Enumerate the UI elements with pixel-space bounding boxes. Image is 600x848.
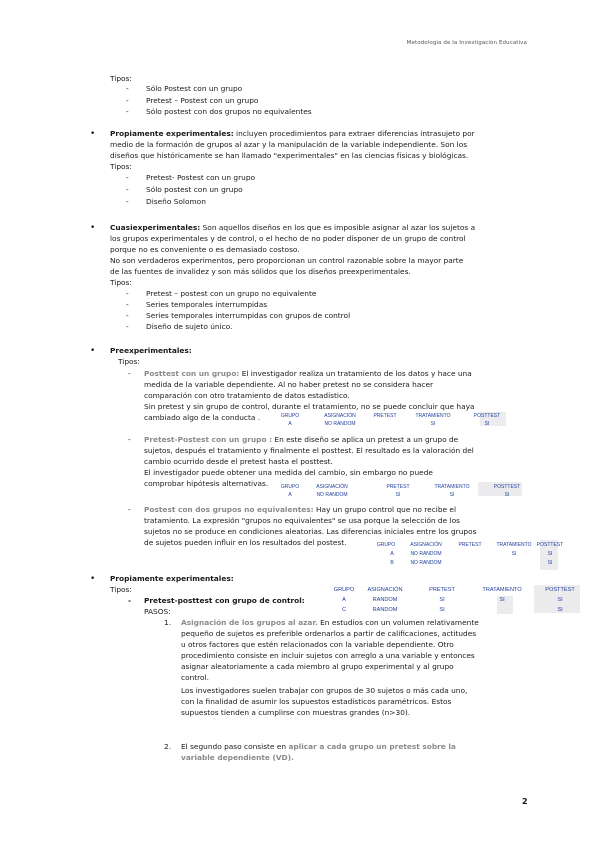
list-item: Series temporales interrumpidas [146, 300, 268, 309]
table-cell: C [341, 607, 347, 613]
dash: - [126, 84, 129, 93]
paragraph-line: los grupos experimentales y de control, o el hecho de no poder disponer de un grupo de control [110, 234, 466, 243]
term-cuasi: Cuasiexperimentales: [110, 223, 201, 232]
table-cell: NO RANDOM [410, 560, 442, 566]
dash: - [126, 173, 129, 182]
table-cell: SI [547, 551, 553, 557]
step-number: 1. [164, 618, 172, 627]
dash: - [126, 107, 129, 116]
step-title: aplicar a cada grupo un pretest sobre la [288, 742, 456, 751]
table-header: PRETEST [386, 484, 410, 490]
table-cell: SI [547, 560, 553, 566]
table-cell: SI [499, 597, 505, 603]
list-item: Diseño de sujeto único. [146, 322, 233, 331]
dash: - [128, 435, 131, 444]
table-header: ASIGNACIÓN [316, 484, 348, 490]
pre-item3-line: Postest con dos grupos no equivalentes: Hay un grupo control que no recibe el [144, 505, 457, 514]
running-header: Metodología de la Investigación Educativa [406, 40, 527, 46]
table-header: POSTTEST [493, 484, 521, 490]
bullet-icon: • [90, 346, 96, 356]
table-cell: NO RANDOM [410, 551, 442, 557]
subsection-title: Pretest-posttest con grupo de control: [144, 596, 305, 605]
section-prop1-line: Propiamente experimentales: incluyen procedimientos para extraer diferencias intrasujeto por [110, 129, 475, 138]
paragraph-line: cambiado algo de la conducta . [144, 413, 261, 422]
pre-item2-line: Pretest-Postest con un grupo : En este diseño se aplica un pretest a un grupo de [144, 435, 459, 444]
table-cell: SI [504, 492, 510, 498]
page-number: 2 [522, 797, 528, 806]
dash: - [126, 96, 129, 105]
dash: - [126, 289, 129, 298]
table-cell: A [390, 551, 394, 557]
table-cell: SI [557, 597, 563, 603]
paragraph-line: comparación con otro tratamiento de datos estadístico. [144, 391, 350, 400]
list-item: Sólo postest con un grupo [146, 185, 243, 194]
table-header: PRETEST [373, 413, 397, 419]
step-number: 2. [164, 742, 172, 751]
tipos-label: Tipos: [118, 357, 140, 366]
item-title: Pretest-Postest con un grupo : [144, 435, 273, 444]
step2-line: El segundo paso consiste en aplicar a cada grupo un pretest sobre la [181, 742, 456, 751]
paragraph-line: asignar aleatoriamente a cada miembro al grupo experimental y al grupo [181, 662, 454, 671]
item-title: Postest con dos grupos no equivalentes: [144, 505, 314, 514]
table-cell: NO RANDOM [324, 421, 356, 427]
table-header: POSTTEST [536, 542, 564, 548]
tipos-label: Tipos: [110, 585, 132, 594]
paragraph-line: cambio ocurrido desde el pretest hasta el posttest. [144, 457, 333, 466]
table-cell: SI [430, 421, 436, 427]
table-header: GRUPO [333, 587, 355, 593]
table-cell: SI [511, 551, 517, 557]
dash: - [128, 505, 131, 514]
pasos-label: PASOS: [144, 607, 171, 616]
bullet-icon: • [90, 574, 96, 584]
table-cell: SI [449, 492, 455, 498]
list-item: Diseño Solomon [146, 197, 206, 206]
step-title: Asignación de los grupos al azar. [181, 618, 318, 627]
dash: - [128, 596, 132, 605]
table-header: TRATAMIENTO [482, 587, 522, 593]
paragraph-line: diseños que históricamente se han llamado "experimentales" en las ciencias físicas y biológicas. [110, 151, 469, 160]
paragraph-line: procedimiento consiste en incluir sujetos con arreglo a una variable y entonces [181, 651, 475, 660]
table-cell: RANDOM [372, 607, 398, 613]
list-item: Series temporales interrumpidas con grupos de control [146, 311, 351, 320]
table-header: GRUPO [280, 413, 300, 419]
paragraph-line: Los investigadores suelen trabajar con grupos de 30 sujetos o más cada uno, [181, 686, 468, 695]
dash: - [128, 369, 131, 378]
paragraph-line: supuestos tienden a cumplirse con muestras grandes (n>30). [181, 708, 411, 717]
table-header: PRETEST [429, 587, 455, 593]
table-header: POSTTEST [473, 413, 501, 419]
tipos-label: Tipos: [110, 74, 132, 83]
list-item: Pretest – Postest con un grupo [146, 96, 259, 105]
table-cell: SI [395, 492, 401, 498]
table-cell: A [288, 421, 292, 427]
table-cell: SI [439, 597, 445, 603]
list-item: Pretest- Postest con un grupo [146, 173, 256, 182]
paragraph-line: Sin pretest y sin grupo de control, durante el tratamiento, no se puede concluir que haya [144, 402, 475, 411]
paragraph-line: sujetos no se produce en condiciones aleatorias. Las diferencias iniciales entre los grupos [144, 527, 477, 536]
term-preexperimentales: Preexperimentales: [110, 346, 192, 355]
paragraph-line: tratamiento. La expresión "grupos no equivalentes" se usa porque la selección de los [144, 516, 460, 525]
bullet-icon: • [90, 223, 96, 233]
table-header: GRUPO [280, 484, 300, 490]
table-header: PRETEST [458, 542, 482, 548]
table-cell: B [390, 560, 394, 566]
table-header: TRATAMIENTO [434, 484, 470, 490]
step-title-cont: variable dependiente (VD). [181, 753, 294, 762]
table-cell: A [288, 492, 292, 498]
item-title: Posttest con un grupo: [144, 369, 240, 378]
paragraph-line: sujetos, después el tratamiento y finalmente el posttest. El resultado es la valoración del [144, 446, 474, 455]
section-cuasi-line: Cuasiexperimentales: Son aquellos diseños en los que es imposible asignar al azar los sujetos a [110, 223, 476, 232]
table-header: ASIGNACIÓN [324, 413, 356, 419]
dash: - [126, 197, 129, 206]
table-header: ASIGNACIÓN [410, 542, 442, 548]
table-header: POSTTEST [545, 587, 575, 593]
paragraph-line: control. [181, 673, 209, 682]
list-item: Sólo postest con dos grupos no equivalentes [146, 107, 312, 116]
dash: - [126, 300, 129, 309]
paragraph-line: pequeño de sujetos es preferible ordenarlos a partir de calificaciones, actitudes [181, 629, 477, 638]
table-header: GRUPO [376, 542, 396, 548]
paragraph-line: de sujetos pueden influir en los resultados del postest. [144, 538, 347, 547]
tipos-label: Tipos: [110, 278, 132, 287]
paragraph-line: de las fuentes de invalidez y son más sólidos que los diseños preexperimentales. [110, 267, 411, 276]
paragraph-line: porque no es conveniente o es demasiado costoso. [110, 245, 300, 254]
table-header: TRATAMIENTO [496, 542, 532, 548]
paragraph-line: con la finalidad de asumir los supuestos estadísticos paramétricos. Estos [181, 697, 452, 706]
table-cell: NO RANDOM [316, 492, 348, 498]
list-item: Sólo Postest con un grupo [146, 84, 243, 93]
table-cell: SI [439, 607, 445, 613]
table-header: ASIGNACIÓN [367, 587, 403, 593]
term-propiamente: Propiamente experimentales: [110, 129, 234, 138]
table-header: TRATAMIENTO [415, 413, 451, 419]
dash: - [126, 185, 129, 194]
bullet-icon: • [90, 129, 96, 139]
table-cell: SI [557, 607, 563, 613]
paragraph-line: u otros factores que estén relacionados con la variable dependiente. Otro [181, 640, 454, 649]
tipos-label: Tipos: [110, 162, 132, 171]
dash: - [126, 322, 129, 331]
step1-line: Asignación de los grupos al azar. En estudios con un volumen relativamente [181, 618, 479, 627]
table-cell: SI [484, 421, 490, 427]
paragraph-line: El investigador puede obtener una medida del cambio, sin embargo no puede [144, 468, 433, 477]
paragraph-line: comprobar hipótesis alternativas. [144, 479, 269, 488]
table-cell: RANDOM [372, 597, 398, 603]
term-propiamente-2: Propiamente experimentales: [110, 574, 234, 583]
paragraph-line: medida de la variable dependiente. Al no haber pretest no se considera hacer [144, 380, 434, 389]
paragraph-line: No son verdaderos experimentos, pero proporcionan un control razonable sobre la mayor parte [110, 256, 464, 265]
pre-item1-line: Posttest con un grupo: El investigador realiza un tratamiento de los datos y hace una [144, 369, 472, 378]
dash: - [126, 311, 129, 320]
table-cell: A [342, 597, 346, 603]
paragraph-line: medio de la formación de grupos al azar y la manipulación de la variable independiente. Son los [110, 140, 468, 149]
list-item: Pretest – postest con un grupo no equivalente [146, 289, 317, 298]
